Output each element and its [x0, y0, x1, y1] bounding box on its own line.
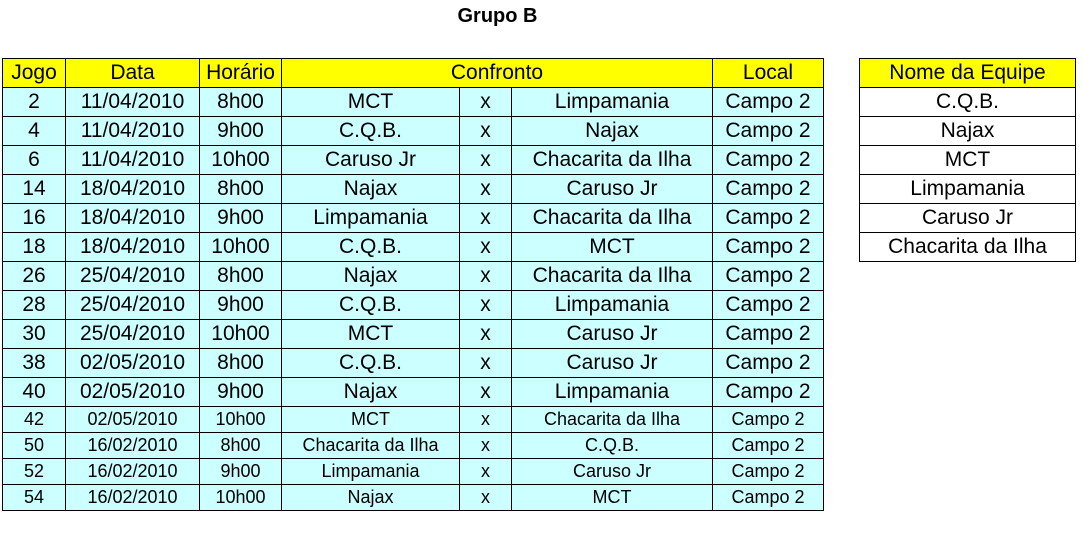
team-name-cell: C.Q.B. [860, 88, 1076, 117]
venue-cell: Campo 2 [713, 291, 824, 320]
away-team-cell: Caruso Jr [512, 349, 713, 378]
match-schedule-table [2, 58, 824, 511]
jogo-cell: 28 [3, 291, 66, 320]
team-name-cell: Limpamania [860, 175, 1076, 204]
versus-cell: x [460, 320, 512, 349]
time-cell: 9h00 [200, 378, 282, 407]
away-team-cell: Caruso Jr [512, 175, 713, 204]
jogo-cell: 26 [3, 262, 66, 291]
away-team-cell: Limpamania [512, 291, 713, 320]
team-row [860, 175, 1076, 204]
jogo-cell: 2 [3, 88, 66, 117]
away-team-cell: MCT [512, 485, 713, 511]
jogo-cell: 16 [3, 204, 66, 233]
versus-cell: x [460, 433, 512, 459]
time-cell: 9h00 [200, 291, 282, 320]
venue-cell: Campo 2 [713, 262, 824, 291]
jogo-cell: 18 [3, 233, 66, 262]
date-cell: 25/04/2010 [66, 291, 200, 320]
venue-cell: Campo 2 [713, 433, 824, 459]
jogo-cell: 14 [3, 175, 66, 204]
time-cell: 8h00 [200, 175, 282, 204]
away-team-cell: Limpamania [512, 378, 713, 407]
home-team-cell: Chacarita da Ilha [282, 433, 460, 459]
versus-cell: x [460, 175, 512, 204]
home-team-cell: MCT [282, 88, 460, 117]
away-team-cell: Caruso Jr [512, 459, 713, 485]
versus-cell: x [460, 485, 512, 511]
away-team-cell: C.Q.B. [512, 433, 713, 459]
home-team-cell: C.Q.B. [282, 349, 460, 378]
match-row [3, 320, 824, 349]
home-team-cell: C.Q.B. [282, 291, 460, 320]
jogo-cell: 6 [3, 146, 66, 175]
versus-cell: x [460, 146, 512, 175]
versus-cell: x [460, 407, 512, 433]
jogo-cell: 38 [3, 349, 66, 378]
home-team-cell: Caruso Jr [282, 146, 460, 175]
home-team-cell: MCT [282, 407, 460, 433]
away-team-cell: Chacarita da Ilha [512, 204, 713, 233]
venue-cell: Campo 2 [713, 117, 824, 146]
date-cell: 16/02/2010 [66, 485, 200, 511]
time-cell: 9h00 [200, 204, 282, 233]
match-row [3, 175, 824, 204]
away-team-cell: Limpamania [512, 88, 713, 117]
venue-cell: Campo 2 [713, 175, 824, 204]
jogo-cell: 30 [3, 320, 66, 349]
venue-cell: Campo 2 [713, 349, 824, 378]
match-row [3, 485, 824, 511]
versus-cell: x [460, 459, 512, 485]
jogo-cell: 42 [3, 407, 66, 433]
versus-cell: x [460, 88, 512, 117]
header-data: Data [66, 59, 200, 88]
time-cell: 10h00 [200, 233, 282, 262]
match-row [3, 262, 824, 291]
team-name-cell: MCT [860, 146, 1076, 175]
date-cell: 25/04/2010 [66, 262, 200, 291]
time-cell: 8h00 [200, 433, 282, 459]
time-cell: 9h00 [200, 459, 282, 485]
away-team-cell: Chacarita da Ilha [512, 146, 713, 175]
date-cell: 11/04/2010 [66, 88, 200, 117]
date-cell: 16/02/2010 [66, 459, 200, 485]
time-cell: 10h00 [200, 146, 282, 175]
date-cell: 02/05/2010 [66, 349, 200, 378]
venue-cell: Campo 2 [713, 459, 824, 485]
date-cell: 11/04/2010 [66, 117, 200, 146]
versus-cell: x [460, 262, 512, 291]
home-team-cell: Najax [282, 378, 460, 407]
jogo-cell: 54 [3, 485, 66, 511]
venue-cell: Campo 2 [713, 204, 824, 233]
team-row [860, 88, 1076, 117]
home-team-cell: Limpamania [282, 204, 460, 233]
time-cell: 8h00 [200, 88, 282, 117]
home-team-cell: C.Q.B. [282, 117, 460, 146]
versus-cell: x [460, 204, 512, 233]
date-cell: 25/04/2010 [66, 320, 200, 349]
venue-cell: Campo 2 [713, 378, 824, 407]
date-cell: 02/05/2010 [66, 378, 200, 407]
teams-header-row [860, 59, 1076, 88]
away-team-cell: Chacarita da Ilha [512, 262, 713, 291]
jogo-cell: 52 [3, 459, 66, 485]
venue-cell: Campo 2 [713, 88, 824, 117]
team-row [860, 146, 1076, 175]
home-team-cell: Limpamania [282, 459, 460, 485]
team-names-table [859, 58, 1076, 262]
match-row [3, 459, 824, 485]
schedule-header-row [3, 59, 824, 88]
versus-cell: x [460, 117, 512, 146]
date-cell: 16/02/2010 [66, 433, 200, 459]
team-row [860, 117, 1076, 146]
venue-cell: Campo 2 [713, 320, 824, 349]
date-cell: 02/05/2010 [66, 407, 200, 433]
header-nome-da-equipe: Nome da Equipe [860, 59, 1076, 88]
venue-cell: Campo 2 [713, 407, 824, 433]
date-cell: 11/04/2010 [66, 146, 200, 175]
date-cell: 18/04/2010 [66, 204, 200, 233]
versus-cell: x [460, 233, 512, 262]
time-cell: 10h00 [200, 407, 282, 433]
date-cell: 18/04/2010 [66, 233, 200, 262]
venue-cell: Campo 2 [713, 233, 824, 262]
header-horario: Horário [200, 59, 282, 88]
match-row [3, 88, 824, 117]
date-cell: 18/04/2010 [66, 175, 200, 204]
time-cell: 10h00 [200, 320, 282, 349]
teams-body [860, 88, 1076, 262]
versus-cell: x [460, 291, 512, 320]
match-row [3, 407, 824, 433]
match-row [3, 378, 824, 407]
match-row [3, 433, 824, 459]
team-row [860, 204, 1076, 233]
group-title: Grupo B [457, 5, 538, 27]
team-name-cell: Najax [860, 117, 1076, 146]
header-confronto: Confronto [282, 59, 713, 88]
team-row [860, 233, 1076, 262]
time-cell: 10h00 [200, 485, 282, 511]
home-team-cell: Najax [282, 175, 460, 204]
match-row [3, 117, 824, 146]
venue-cell: Campo 2 [713, 485, 824, 511]
match-row [3, 146, 824, 175]
home-team-cell: MCT [282, 320, 460, 349]
match-row [3, 233, 824, 262]
jogo-cell: 50 [3, 433, 66, 459]
time-cell: 9h00 [200, 117, 282, 146]
time-cell: 8h00 [200, 262, 282, 291]
header-jogo: Jogo [3, 59, 66, 88]
jogo-cell: 40 [3, 378, 66, 407]
match-row [3, 204, 824, 233]
home-team-cell: Najax [282, 262, 460, 291]
team-name-cell: Chacarita da Ilha [860, 233, 1076, 262]
versus-cell: x [460, 349, 512, 378]
team-name-cell: Caruso Jr [860, 204, 1076, 233]
versus-cell: x [460, 378, 512, 407]
match-row [3, 349, 824, 378]
schedule-body [3, 88, 824, 511]
match-row [3, 291, 824, 320]
home-team-cell: C.Q.B. [282, 233, 460, 262]
header-local: Local [713, 59, 824, 88]
time-cell: 8h00 [200, 349, 282, 378]
away-team-cell: MCT [512, 233, 713, 262]
jogo-cell: 4 [3, 117, 66, 146]
away-team-cell: Chacarita da Ilha [512, 407, 713, 433]
home-team-cell: Najax [282, 485, 460, 511]
away-team-cell: Caruso Jr [512, 320, 713, 349]
venue-cell: Campo 2 [713, 146, 824, 175]
away-team-cell: Najax [512, 117, 713, 146]
